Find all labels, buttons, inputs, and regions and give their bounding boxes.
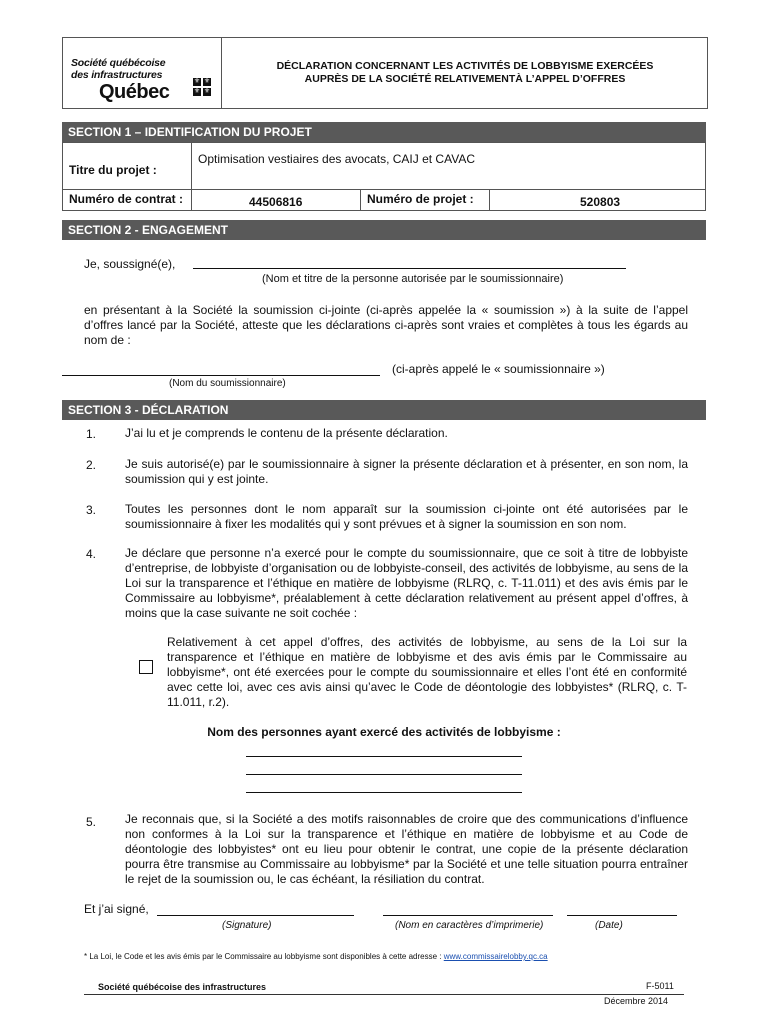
section2-header: SECTION 2 - ENGAGEMENT [62, 220, 706, 240]
form-date: Décembre 2014 [604, 996, 669, 1006]
lobbyist-name-line[interactable] [246, 792, 522, 793]
ci-apres-text: (ci-après appelé le « soumissionnaire ») [392, 362, 605, 376]
project-number-value: 520803 [580, 195, 621, 209]
contract-number-value: 44506816 [249, 195, 303, 209]
logo-quebec-wordmark: Québec [99, 81, 170, 103]
signer-name-line[interactable] [193, 268, 626, 269]
footnote-text: * La Loi, le Code et les avis émis par le Commissaire au lobbyisme sont disponibles à cette adresse : [84, 952, 442, 961]
project-number-field[interactable] [489, 189, 706, 211]
lobbying-checkbox-text: Relativement à cet appel d’offres, des activités de lobbyisme, au sens de la Loi sur la transparence et l’éthique en matière de lobbyisme et des avis émis par le Commissaire au lobbyisme*, ont été exercées pour le compte du soumissionnaire et elles l’ont été en conformité avec cette loi, avec ces avis ainsi qu’avec le Code de déontologie des lobbyistes* (RLRQ, c. T-11.011, r.2). [167, 635, 687, 709]
project-title-label: Titre du projet : [69, 163, 157, 177]
declaration-item-1: J’ai lu et je comprends le contenu de la présente déclaration. [125, 426, 448, 440]
et-jai-signe-label: Et j’ai signé, [84, 902, 149, 916]
contract-number-field[interactable] [191, 189, 361, 211]
lobbyist-name-line[interactable] [246, 756, 522, 757]
item-number: 5. [86, 815, 97, 829]
je-soussigne-label: Je, soussigné(e), [84, 257, 176, 271]
signature-line[interactable] [157, 915, 354, 916]
logo-line-1: Société québécoise [71, 57, 166, 69]
lobbying-checkbox[interactable] [139, 660, 153, 674]
title-line-1: DÉCLARATION CONCERNANT LES ACTIVITÉS DE LOBBYISME EXERCÉES [276, 60, 654, 72]
item-number: 2. [86, 458, 97, 472]
footnote [84, 952, 548, 961]
title-line-2: AUPRÈS DE LA SOCIÉTÉ RELATIVEMENTÀ L’APPEL D’OFFRES [304, 73, 626, 85]
bidder-name-line[interactable] [62, 375, 380, 376]
project-title-field[interactable] [191, 142, 706, 190]
engagement-paragraph: en présentant à la Société la soumission ci-jointe (ci-après appelée la « soumission ») à la suite de l’appel d’offres lancé par la Société, atteste que les déclarations ci-après sont vraies et complètes à tous les égards au nom de : [84, 303, 688, 347]
document-title [223, 60, 707, 86]
form-number: F-5011 [646, 981, 674, 991]
signature-caption: (Signature) [222, 920, 272, 931]
item-number: 1. [86, 427, 97, 441]
project-title-label-cell [62, 142, 192, 190]
signer-name-caption: (Nom et titre de la personne autorisée par le soumissionnaire) [262, 273, 564, 285]
declaration-item-4: Je déclare que personne n’a exercé pour le compte du soumissionnaire, que ce soit à titre de lobbyiste d’entreprise, de lobbyiste d’organisation ou de lobbyiste-conseil, des activités de lobbyisme, au sens de la Loi sur la transparence et l’éthique en matière de lobbyisme (RLRQ, c. T-11.011) et des avis émis par le Commissaire au lobbyisme*, préalablement à cette déclaration relativement au présent appel d’offres, à moins que la case suivante ne soit cochée : [125, 546, 688, 620]
printed-name-caption: (Nom en caractères d’imprimerie) [395, 920, 544, 931]
lobbyists-heading: Nom des personnes ayant exercé des activités de lobbyisme : [207, 725, 561, 739]
date-caption: (Date) [595, 920, 623, 931]
declaration-item-3: Toutes les personnes dont le nom apparaît sur la soumission ci-jointe ont été autorisées par le soumissionnaire à fixer les modalités qui y sont prévues et à signer la soumission en son nom. [125, 502, 688, 531]
bidder-name-caption: (Nom du soumissionnaire) [169, 378, 286, 389]
section1-header: SECTION 1 – IDENTIFICATION DU PROJET [62, 122, 706, 142]
lobbyist-name-line[interactable] [246, 774, 522, 775]
printed-name-line[interactable] [383, 915, 553, 916]
item-number: 4. [86, 547, 97, 561]
contract-label-cell [62, 189, 192, 211]
logo-line-2: des infrastructures [71, 69, 163, 81]
contract-number-label: Numéro de contrat : [69, 192, 184, 206]
item-number: 3. [86, 503, 97, 517]
project-number-label: Numéro de projet : [367, 192, 474, 206]
declaration-item-5: Je reconnais que, si la Société a des motifs raisonnables de croire que des communications d’influence non conformes à la Loi sur la transparence et l’éthique en matière de lobbyisme et au Code de déontologie des lobbyistes* ont eu lieu pour obtenir le contrat, une copie de la présente déclaration pourra être transmise au Commissaire au lobbyisme* par la Société et une telle situation pourra entraîner le rejet de la soumission ou, le cas échéant, la résiliation du contrat. [125, 812, 688, 886]
declaration-item-2: Je suis autorisé(e) par le soumissionnaire à signer la présente déclaration et à présenter, en son nom, la soumission qui y est jointe. [125, 457, 688, 486]
date-line[interactable] [567, 915, 677, 916]
footer-org: Société québécoise des infrastructures [98, 982, 267, 992]
project-number-label-cell [360, 189, 490, 211]
document-header [62, 37, 708, 109]
sqi-logo: Société québécoise des infrastructures Québec ⚜ ⚜ ⚜ ⚜ [63, 38, 222, 108]
project-title-value: Optimisation vestiaires des avocats, CAIJ et CAVAC [198, 152, 475, 166]
footer-divider [84, 994, 684, 995]
section3-header: SECTION 3 - DÉCLARATION [62, 400, 706, 420]
commissaire-lobby-link[interactable]: www.commissairelobby.qc.ca [443, 952, 548, 961]
